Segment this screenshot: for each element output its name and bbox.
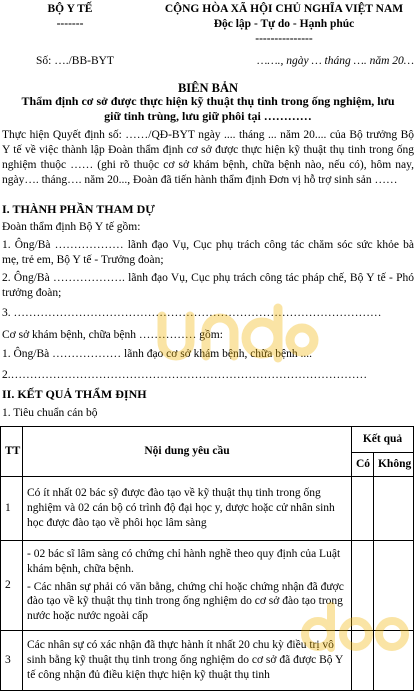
table-header-row bbox=[1, 427, 414, 453]
header-result: Kết quả bbox=[351, 427, 413, 453]
criteria-table bbox=[0, 426, 414, 691]
country-name: CỘNG HÒA XÃ HỘI CHỦ NGHĨA VIỆT NAM bbox=[164, 3, 404, 15]
ministry-name: BỘ Y TẾ bbox=[47, 3, 93, 15]
table-row bbox=[1, 477, 414, 541]
table-row bbox=[1, 631, 414, 691]
delegation-member-3: 3. …………………………………………………………………………………… bbox=[2, 307, 382, 319]
facility-intro: Cơ sở khám bệnh, chữa bệnh …………… gồm: bbox=[2, 329, 223, 341]
header-yes: Có bbox=[351, 453, 373, 477]
row-content: Có ít nhất 02 bác sỹ được đào tạo về kỹ thuật thụ tinh trong ống nghiệm và 02 cán bộ có trình độ đại học y, dược hoặc cử nhân sinh học được đào tạo về phôi học lâm sàng bbox=[23, 477, 352, 541]
section-2-heading: II. KẾT QUẢ THẨM ĐỊNH bbox=[2, 387, 147, 401]
row-content-part-b: - Các nhân sự phải có văn bằng, chứng chỉ hoặc chứng nhận đã được đào tạo về kỹ thuật thụ tinh trong ống nghiệm do cơ sở đào tạo trong nước hoặc nước ngoài cấp bbox=[27, 580, 344, 623]
delegation-intro: Đoàn thẩm định Bộ Y tế gồm: bbox=[2, 221, 141, 233]
document-date: ……., ngày … tháng …. năm 20… bbox=[257, 55, 414, 67]
row-no-cell[interactable] bbox=[373, 477, 413, 541]
national-motto: Độc lập - Tự do - Hạnh phúc bbox=[213, 17, 355, 30]
row-yes-cell[interactable] bbox=[351, 631, 373, 691]
facility-member-1: 1. Ông/Bà ……………… lãnh đạo cơ sở khám bệnh, chữa bệnh .... bbox=[2, 348, 312, 360]
document-header bbox=[0, 2, 416, 50]
row-no-cell[interactable] bbox=[373, 631, 413, 691]
row-number: 3 bbox=[1, 631, 23, 691]
header-tt: TT bbox=[1, 427, 23, 477]
row-no-cell[interactable] bbox=[373, 541, 413, 631]
row-number: 1 bbox=[1, 477, 23, 541]
header-content: Nội dung yêu cầu bbox=[23, 427, 352, 477]
motto-rule: --------------- bbox=[255, 32, 313, 45]
row-yes-cell[interactable] bbox=[351, 477, 373, 541]
national-title bbox=[152, 2, 416, 47]
row-content-part-a: - 02 bác sĩ lâm sàng có chứng chỉ hành nghề theo quy định của Luật khám bệnh, chữa bệnh. bbox=[27, 547, 341, 575]
facility-member-2: 2.………………………………………………………………………………… bbox=[2, 369, 368, 381]
document-number: Số: …./BB-BYT bbox=[36, 55, 114, 67]
section-1-heading: I. THÀNH PHẦN THAM DỰ bbox=[2, 202, 155, 216]
ministry-rule: ------- bbox=[56, 17, 84, 30]
header-no: Không bbox=[373, 453, 413, 477]
subsection-1-title: 1. Tiêu chuẩn cán bộ bbox=[2, 407, 98, 419]
row-yes-cell[interactable] bbox=[351, 541, 373, 631]
row-content: Các nhân sự có xác nhận đã thực hành ít nhất 20 chu kỳ điều trị vô sinh bằng kỹ thuật thụ tinh trong ống nghiệm do cơ sở đã được Bộ Y tế công nhận đủ điều kiện thực hiện kỹ thuật thụ tinh bbox=[23, 631, 352, 691]
row-number: 2 bbox=[1, 541, 23, 631]
row-content bbox=[23, 541, 352, 631]
table-row bbox=[1, 541, 414, 631]
intro-paragraph: Thực hiện Quyết định số: ……/QĐ-BYT ngày .... tháng ... năm 20.... của Bộ trưởng Bộ Y tế về việc thành lập Đoàn thẩm định cơ sở được thực hiện kỹ thuật thụ tinh trong ống nghiệm thuộc …… (ghi rõ thuộc cơ sở khám bệnh, chữa bệnh nào, nếu có), hôm nay, ngày…. tháng…. năm 20..., Đoàn đã tiến hành thẩm định Đơn vị hỗ trợ sinh sản …… bbox=[2, 129, 414, 186]
issuing-agency bbox=[15, 2, 125, 32]
delegation-member-1: 1. Ông/Bà ……………… lãnh đạo Vụ, Cục phụ trách công tác chăm sóc sức khỏe bà mẹ, trẻ em, Bộ Y tế - Trưởng đoàn; bbox=[2, 239, 414, 266]
document-title: BIÊN BẢN bbox=[177, 81, 239, 95]
delegation-member-2: 2. Ông/Bà ………………. lãnh đạo Vụ, Cục phụ trách công tác pháp chế, Bộ Y tế - Phó trưởng đoàn; bbox=[2, 272, 414, 299]
document-subtitle: Thẩm định cơ sở được thực hiện kỹ thuật thụ tinh trong ống nghiệm, lưu giữ tinh trùng, lưu giữ phôi tại ………… bbox=[21, 94, 395, 123]
